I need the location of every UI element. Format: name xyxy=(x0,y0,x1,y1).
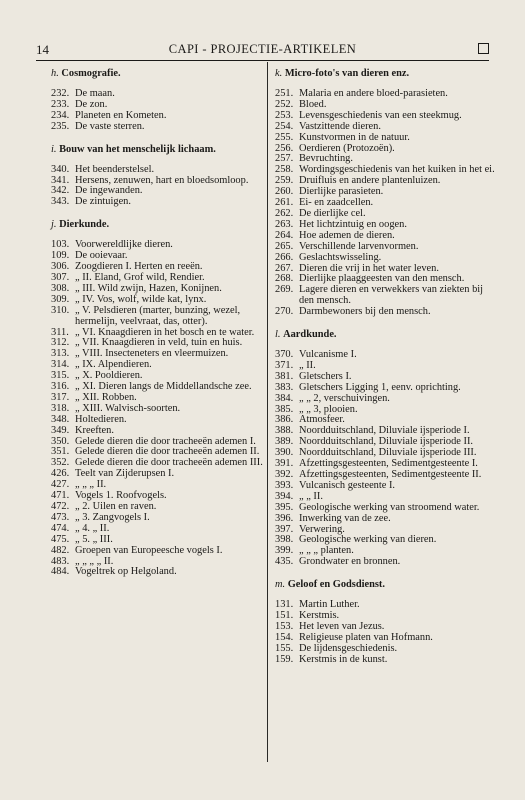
entry-text: Gletschers Ligging 1, eenv. oprichting. xyxy=(299,381,461,393)
entry-text: Afzettingsgesteenten, Sedimentgesteente I. xyxy=(299,458,478,470)
entry-number: 263. xyxy=(275,218,294,230)
catalog-section xyxy=(275,329,497,568)
catalog-entry xyxy=(51,546,269,557)
entry-number: 260. xyxy=(275,186,294,198)
page-header xyxy=(36,40,489,60)
entry-text: Religieuse platen van Hofmann. xyxy=(299,631,433,643)
entry-text: Vogels 1. Roofvogels. xyxy=(75,490,167,502)
entry-text: De dierlijke cel. xyxy=(299,207,366,219)
entry-number: 348. xyxy=(51,413,70,425)
entry-number: 261. xyxy=(275,197,294,209)
catalog-section xyxy=(275,68,497,318)
right-column xyxy=(275,68,497,677)
section-title: Dierkunde. xyxy=(59,219,110,231)
entry-number: 349. xyxy=(51,424,70,436)
entry-number: 309. xyxy=(51,293,70,305)
entry-number: 483. xyxy=(51,555,70,567)
entry-text: De ooievaar. xyxy=(75,250,128,262)
entry-text: „ „ 3, plooien. xyxy=(299,403,358,415)
entry-text: Kunstvormen in de natuur. xyxy=(299,131,410,143)
entry-number: 399. xyxy=(275,545,294,557)
entry-text: Noordduitschland, Diluviale ijsperiode I. xyxy=(299,425,470,437)
entry-text: „ XII. Robben. xyxy=(75,391,137,403)
entry-number: 312. xyxy=(51,337,70,349)
section-letter: j. xyxy=(51,219,57,231)
entry-text: Verschillende larvenvormen. xyxy=(299,240,419,252)
entry-number: 427. xyxy=(51,479,70,491)
entry-number: 232. xyxy=(51,88,70,99)
catalog-entry xyxy=(275,503,497,514)
entry-number: 484. xyxy=(51,566,70,578)
entry-text: Dierlijke parasieten. xyxy=(299,186,384,198)
entry-number: 351. xyxy=(51,446,70,458)
entry-text: Levensgeschiedenis van een steekmug. xyxy=(299,109,462,121)
entry-text: Dierlijke plaaggeesten van den mensch. xyxy=(299,273,465,285)
section-letter: i. xyxy=(51,143,57,155)
entry-number: 397. xyxy=(275,523,294,535)
entry-number: 265. xyxy=(275,240,294,252)
catalog-entry xyxy=(51,197,269,208)
catalog-entry xyxy=(51,426,269,437)
entry-text: „ VIII. Insecteneters en vleermuizen. xyxy=(75,348,229,360)
entry-text: Darmbewoners bij den mensch. xyxy=(299,306,431,318)
entry-number: 307. xyxy=(51,271,70,283)
entry-text: De zon. xyxy=(75,98,108,110)
entry-text: Zoogdieren I. Herten en reeën. xyxy=(75,261,203,273)
section-letter: l. xyxy=(275,329,281,341)
entry-text: De zintuigen. xyxy=(75,196,131,208)
entry-text: De maan. xyxy=(75,88,115,99)
entry-text: Planeten en Kometen. xyxy=(75,109,167,121)
entry-text: „ VII. Knaagdieren in veld, tuin en huis. xyxy=(75,337,243,349)
entry-text: Oerdieren (Protozoën). xyxy=(299,142,395,154)
entry-number: 103. xyxy=(51,239,70,251)
entry-number: 396. xyxy=(275,512,294,524)
entry-text: Het lichtzintuig en oogen. xyxy=(299,218,407,230)
entry-text: Bevruchting. xyxy=(299,153,353,165)
entry-text: „ „ „ II. xyxy=(75,479,107,491)
catalog-section xyxy=(51,219,269,578)
catalog-entry xyxy=(51,535,269,546)
entry-number: 308. xyxy=(51,282,70,294)
section-heading xyxy=(275,68,497,80)
entry-text: Gelede dieren die door tracheeën ademen II. xyxy=(75,446,260,458)
section-title: Cosmografie. xyxy=(61,68,121,79)
catalog-entry xyxy=(275,557,497,568)
entry-text: De ingewanden. xyxy=(75,185,143,197)
entry-text: „ XI. Dieren langs de Middellandsche zee. xyxy=(75,381,252,393)
entry-text: Vulcanisch gesteente I. xyxy=(299,479,396,491)
entry-text: Gletschers I. xyxy=(299,370,352,382)
entry-number: 391. xyxy=(275,458,294,470)
entry-number: 235. xyxy=(51,120,70,132)
entry-number: 342. xyxy=(51,185,70,197)
entry-number: 256. xyxy=(275,142,294,154)
entry-text: Geslachtswisseling. xyxy=(299,251,382,263)
entry-text: De lijdensgeschiedenis. xyxy=(299,642,398,654)
entry-number: 159. xyxy=(275,653,294,665)
catalog-section xyxy=(51,68,269,133)
entry-number: 426. xyxy=(51,468,70,480)
entry-number: 269. xyxy=(275,284,294,296)
entry-text: Noordduitschland, Diluviale ijsperiode III. xyxy=(299,447,477,459)
catalog-section xyxy=(275,579,497,665)
entry-text: „ 2. Uilen en raven. xyxy=(75,501,157,512)
catalog-entry xyxy=(51,567,269,578)
entry-text: „ V. Pelsdieren (marter, bunzing, wezel, hermelijn, veelvraat, das, otter). xyxy=(75,304,241,327)
entry-number: 343. xyxy=(51,196,70,208)
entry-text: Geologische werking van dieren. xyxy=(299,534,437,546)
entry-number: 392. xyxy=(275,469,294,480)
entry-number: 393. xyxy=(275,479,294,491)
entry-number: 264. xyxy=(275,229,294,241)
entry-text: „ 5. „ III. xyxy=(75,533,113,545)
entry-text: Het leven van Jezus. xyxy=(299,620,385,632)
entry-text: Voorwereldlijke dieren. xyxy=(75,239,173,251)
entry-number: 259. xyxy=(275,175,294,187)
entry-text: Kreeften. xyxy=(75,424,114,436)
entry-text: „ „ 2, verschuivingen. xyxy=(299,392,390,404)
entry-text: Martin Luther. xyxy=(299,599,360,611)
entry-text: Kerstmis in de kunst. xyxy=(299,653,388,665)
entry-number: 474. xyxy=(51,522,70,534)
left-column xyxy=(51,68,269,589)
entry-text: „ IX. Alpendieren. xyxy=(75,359,152,371)
entry-number: 253. xyxy=(275,109,294,121)
entry-number: 435. xyxy=(275,556,294,568)
entry-number: 482. xyxy=(51,544,70,556)
section-title: Micro-foto's van dieren enz. xyxy=(284,68,410,79)
entry-number: 384. xyxy=(275,392,294,404)
entry-number: 371. xyxy=(275,359,294,371)
square-icon xyxy=(478,43,489,54)
entry-number: 318. xyxy=(51,402,70,414)
section-letter: h. xyxy=(51,68,59,79)
entry-text: „ XIII. Walvisch-soorten. xyxy=(75,402,181,414)
entry-number: 383. xyxy=(275,381,294,393)
entry-text: „ „ „ planten. xyxy=(299,545,354,557)
entry-text: Noordduitschland, Diluviale ijsperiode II. xyxy=(299,436,474,448)
entry-text: Wordingsgeschiedenis van het kuiken in het ei. xyxy=(299,164,495,176)
entry-number: 254. xyxy=(275,120,294,132)
entry-number: 131. xyxy=(275,599,294,611)
entry-number: 472. xyxy=(51,501,70,512)
page-number: 14 xyxy=(36,42,49,57)
entry-text: „ IV. Vos, wolf, wilde kat, lynx. xyxy=(75,293,207,305)
section-heading xyxy=(51,219,269,231)
catalog-entry xyxy=(275,655,497,666)
entry-number: 262. xyxy=(275,207,294,219)
catalog-entry xyxy=(275,122,497,133)
entry-number: 268. xyxy=(275,273,294,285)
entry-text: Het beenderstelsel. xyxy=(75,163,155,175)
entry-text: Kerstmis. xyxy=(299,610,340,622)
entry-text: Vastzittende dieren. xyxy=(299,120,381,132)
entry-number: 341. xyxy=(51,174,70,186)
entry-text: „ VI. Knaagdieren in het bosch en te water. xyxy=(75,326,255,338)
entry-text: Dieren die vrij in het water leven. xyxy=(299,262,439,274)
catalog-section xyxy=(51,144,269,209)
entry-number: 316. xyxy=(51,381,70,393)
entry-text: „ II. Eland, Grof wild, Rendier. xyxy=(75,271,205,283)
entry-number: 234. xyxy=(51,109,70,121)
entry-text: Ei- en zaadcellen. xyxy=(299,197,374,209)
entry-number: 340. xyxy=(51,163,70,175)
section-letter: k. xyxy=(275,68,283,79)
section-title: Aardkunde. xyxy=(283,329,337,341)
entry-number: 258. xyxy=(275,164,294,176)
entry-number: 388. xyxy=(275,425,294,437)
section-title: Geloof en Godsdienst. xyxy=(287,579,385,591)
entry-number: 153. xyxy=(275,620,294,632)
entry-number: 252. xyxy=(275,98,294,110)
entry-text: Geologische werking van stroomend water. xyxy=(299,501,480,513)
entry-text: „ III. Wild zwijn, Hazen, Konijnen. xyxy=(75,282,222,294)
catalog-entry xyxy=(275,307,497,318)
entry-number: 255. xyxy=(275,131,294,143)
entry-text: Verwering. xyxy=(299,523,345,535)
entry-text: „ 4. „ II. xyxy=(75,522,110,534)
entry-number: 386. xyxy=(275,414,294,426)
entry-number: 473. xyxy=(51,511,70,523)
section-heading xyxy=(51,144,269,156)
entry-number: 475. xyxy=(51,533,70,545)
entry-number: 395. xyxy=(275,501,294,513)
entry-number: 257. xyxy=(275,153,294,165)
entry-text: Gelede dieren die door tracheeën ademen III. xyxy=(75,457,263,469)
entry-text: „ II. xyxy=(299,359,316,371)
entry-text: Teelt van Zijderupsen I. xyxy=(75,468,175,480)
entry-text: „ „ II. xyxy=(299,490,323,502)
entry-text: Atmosfeer. xyxy=(299,414,345,426)
entry-number: 389. xyxy=(275,436,294,448)
entry-number: 381. xyxy=(275,370,294,382)
entry-text: „ 3. Zangvogels I. xyxy=(75,511,150,523)
entry-number: 267. xyxy=(275,262,294,274)
catalog-entry xyxy=(275,253,497,264)
section-heading xyxy=(51,68,269,80)
catalog-entry xyxy=(275,133,497,144)
section-heading xyxy=(275,329,497,341)
entry-text: Grondwater en bronnen. xyxy=(299,556,401,568)
entry-number: 109. xyxy=(51,250,70,262)
entry-number: 270. xyxy=(275,306,294,318)
entry-number: 394. xyxy=(275,490,294,502)
running-title: CAPI - PROJECTIE-ARTIKELEN xyxy=(168,42,357,56)
entry-text: Hersens, zenuwen, hart en bloedsomloop. xyxy=(75,174,249,186)
header-rule xyxy=(36,60,489,61)
entry-number: 151. xyxy=(275,610,294,622)
section-title: Bouw van het menschelijk lichaam. xyxy=(59,143,216,155)
entry-number: 306. xyxy=(51,261,70,273)
entry-number: 370. xyxy=(275,349,294,361)
entry-number: 311. xyxy=(51,326,69,338)
entry-text: Druifluis en andere plantenluizen. xyxy=(299,175,441,187)
entry-number: 154. xyxy=(275,631,294,643)
entry-number: 233. xyxy=(51,98,70,110)
catalog-entry xyxy=(275,514,497,525)
entry-text: „ „ „ „ II. xyxy=(75,555,114,567)
section-letter: m. xyxy=(275,579,286,591)
catalog-entry xyxy=(275,242,497,253)
entry-number: 352. xyxy=(51,457,70,469)
entry-text: Inwerking van de zee. xyxy=(299,512,391,524)
entry-number: 251. xyxy=(275,88,294,99)
entry-text: Holtedieren. xyxy=(75,413,127,425)
section-heading xyxy=(275,579,497,591)
entry-number: 398. xyxy=(275,534,294,546)
entry-number: 315. xyxy=(51,370,70,382)
entry-text: „ X. Pooldieren. xyxy=(75,370,143,382)
entry-text: Vogeltrek op Helgoland. xyxy=(75,566,177,578)
entry-text: Vulcanisme I. xyxy=(299,349,357,361)
catalog-entry xyxy=(51,165,269,176)
catalog-entry xyxy=(275,394,497,405)
catalog-entry xyxy=(275,285,497,307)
entry-text: Lagere dieren en verwekkers van ziekten bij den mensch. xyxy=(299,284,484,307)
entry-text: Hoe ademen de dieren. xyxy=(299,229,395,241)
entry-number: 471. xyxy=(51,490,70,502)
catalog-entry xyxy=(51,122,269,133)
catalog-entry xyxy=(51,306,269,328)
entry-text: Groepen van Europeesche vogels I. xyxy=(75,544,223,556)
entry-number: 385. xyxy=(275,403,294,415)
entry-number: 313. xyxy=(51,348,70,360)
entry-text: Malaria en andere bloed-parasieten. xyxy=(299,88,448,99)
entry-number: 314. xyxy=(51,359,70,371)
entry-text: De vaste sterren. xyxy=(75,120,145,132)
entry-number: 350. xyxy=(51,435,70,447)
entry-number: 310. xyxy=(51,304,70,316)
entry-number: 155. xyxy=(275,642,294,654)
entry-number: 266. xyxy=(275,251,294,263)
entry-number: 317. xyxy=(51,391,70,403)
entry-text: Gelede dieren die door tracheeën ademen I. xyxy=(75,435,256,447)
entry-number: 390. xyxy=(275,447,294,459)
entry-text: Bloed. xyxy=(299,98,327,110)
entry-text: Afzettingsgesteenten, Sedimentgesteente II. xyxy=(299,469,482,480)
